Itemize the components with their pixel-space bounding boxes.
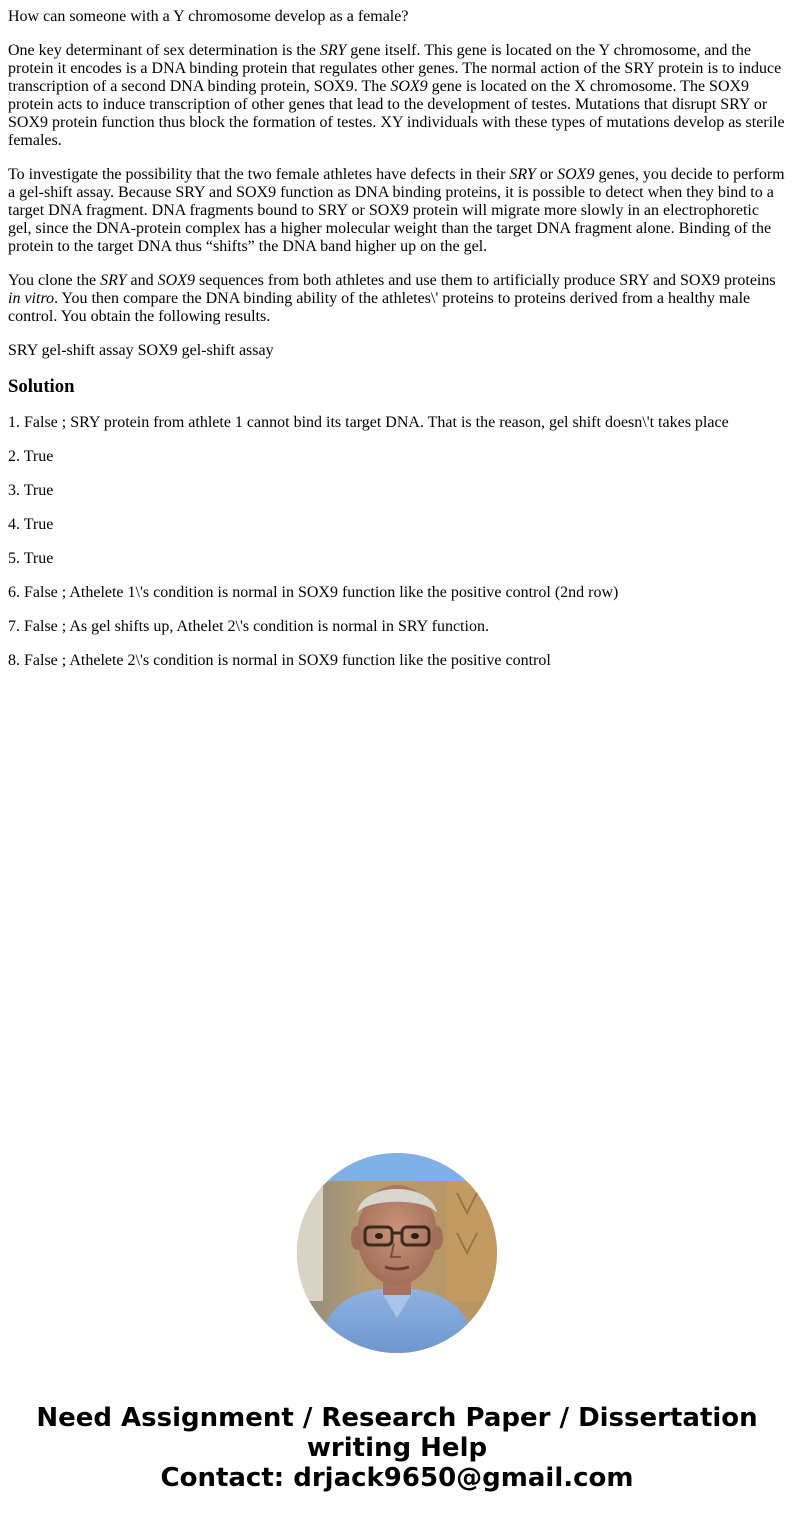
answer-item: 5. True (8, 550, 54, 567)
gene-name-italic: SRY (319, 42, 347, 59)
text-run: genes, you decide to perform a gel-shift assay. Because SRY and SOX9 function as DNA binding proteins, it is possible to detect when they bind to a target DNA fragment. DNA fragments bound to SRY or SOX9 protein will migrate more slowly in an electrophoretic gel, since the DNA-protein complex has a higher molecular weight than the target DNA fragment alone. Binding of the protein to the target DNA thus “shifts” the DNA band higher up on the gel. (8, 166, 785, 255)
paragraph-cloning (8, 272, 786, 326)
paragraph-sry-intro (8, 42, 786, 150)
text-run: sequences from both athletes and use them to artificially produce SRY and SOX9 proteins (194, 272, 776, 289)
text-run: gene is located on the X chromosome. The SOX9 protein acts to induce transcription of other genes that lead to the development of testes. Mutations that disrupt SRY or SOX9 protein function thus block the formation of testes. XY individuals with these types of mutations develop as sterile females. (8, 78, 785, 149)
text-run: One key determinant of sex determination is the (8, 42, 320, 59)
answer-item: 6. False ; Athelete 1\'s condition is normal in SOX9 function like the positive control (2nd row) (8, 584, 619, 601)
text-run: To investigate the possibility that the two female athletes have defects in their (8, 166, 510, 183)
text-run: . You then compare the DNA binding ability of the athletes\' proteins to proteins derived from a healthy male control. You obtain the following results. (8, 290, 751, 325)
text-run: or (535, 166, 558, 183)
gene-name-italic: SOX9 (557, 166, 595, 183)
promo-line: Need Assignment / Research Paper / Dissertation (36, 1403, 758, 1433)
answer-item: 2. True (8, 448, 54, 465)
portrait-image (297, 1153, 497, 1353)
gene-name-italic: SRY (100, 272, 127, 289)
promo-line: writing Help (306, 1433, 488, 1463)
answer-item: 1. False ; SRY protein from athlete 1 cannot bind its target DNA. That is the reason, gel shift doesn\'t takes place (8, 414, 729, 431)
in-vitro-italic: in vitro (8, 290, 55, 307)
gene-name-italic: SOX9 (157, 272, 195, 289)
document-body (8, 8, 786, 686)
text-run: and (126, 272, 158, 289)
gene-name-italic: SRY (509, 166, 536, 183)
promo-banner (0, 1403, 794, 1493)
answer-item: 8. False ; Athelete 2\'s condition is normal in SOX9 function like the positive control (8, 652, 551, 669)
paragraph-gel-shift (8, 166, 786, 256)
solution-heading: Solution (8, 376, 75, 397)
avatar (297, 1153, 497, 1353)
text-run: gene itself. This gene is located on the Y chromosome, and the protein it encodes is a DNA binding protein that regulates other genes. The normal action of the SRY protein is to induce transcription of a second DNA binding protein, SOX9. The (8, 42, 782, 95)
question-title: How can someone with a Y chromosome develop as a female? (8, 8, 409, 25)
answer-item: 4. True (8, 516, 54, 533)
text-run: You clone the (8, 272, 101, 289)
answer-item: 3. True (8, 482, 54, 499)
promo-contact: Contact: drjack9650@gmail.com (160, 1463, 634, 1493)
answer-item: 7. False ; As gel shifts up, Athelet 2\'s condition is normal in SRY function. (8, 618, 489, 635)
gene-name-italic: SOX9 (390, 78, 428, 95)
figure-caption: SRY gel-shift assay SOX9 gel-shift assay (8, 342, 274, 359)
